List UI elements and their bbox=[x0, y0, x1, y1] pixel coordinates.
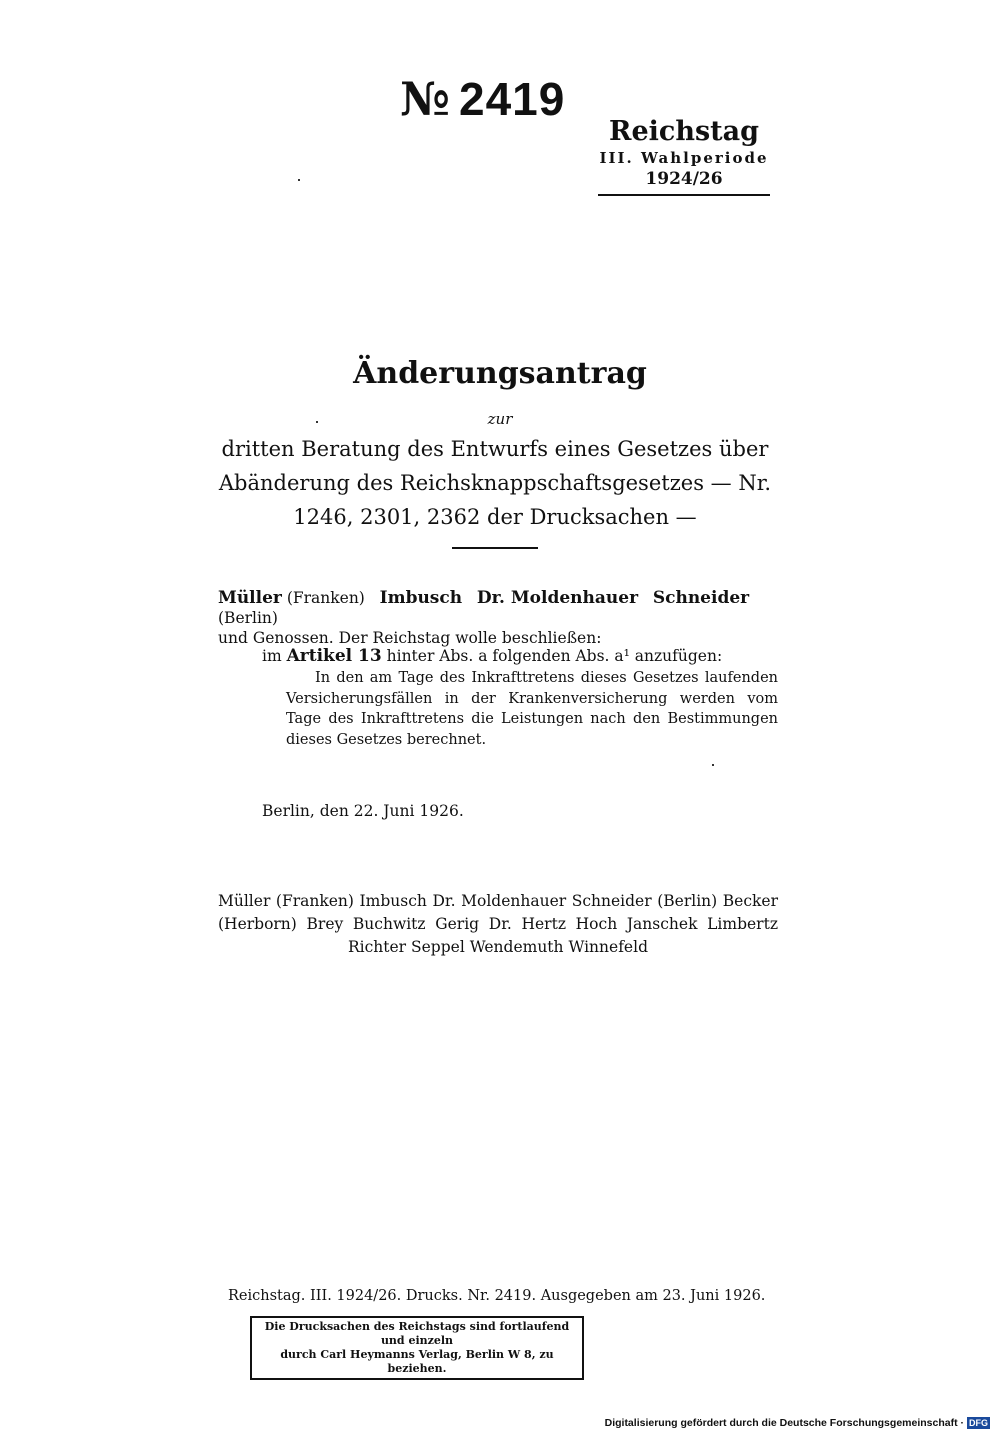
proposer-name: Schneider bbox=[652, 588, 750, 608]
motion-intro bbox=[262, 646, 778, 666]
period-years: 1924/26 bbox=[645, 169, 723, 189]
reichstag-header bbox=[598, 116, 770, 196]
proposers-block bbox=[218, 588, 778, 648]
print-speck bbox=[298, 179, 300, 181]
place-date: Berlin, den 22. Juni 1926. bbox=[262, 802, 464, 820]
dfg-logo: DFG bbox=[969, 1418, 988, 1428]
motion-article: Artikel 13 bbox=[286, 646, 382, 666]
motion-rest: hinter Abs. a folgenden Abs. a¹ anzufügen: bbox=[386, 647, 723, 665]
number-sign: № bbox=[400, 72, 451, 126]
signatures: Müller (Franken) Imbusch Dr. Moldenhauer Schneider (Berlin) Becker (Herborn) Brey Buchwitz Gerig Dr. Hertz Hoch Janschek Limbertz Richter Seppel Wendemuth Winnefeld bbox=[218, 892, 778, 956]
proposer-name: Müller bbox=[218, 588, 282, 608]
title-separator bbox=[452, 547, 538, 549]
publisher-notice bbox=[250, 1316, 584, 1380]
motion-text: In den am Tage des Inkrafttretens dieses Gesetzes laufenden Versicherungsfällen in der Krankenversicherung werden vom Tage des Inkrafttretens die Leistungen nach den Bestimmungen dieses Gesetzes berechnet. bbox=[286, 670, 778, 748]
digitization-credit bbox=[605, 1417, 990, 1429]
publisher-notice-line: Die Drucksachen des Reichstags sind fortlaufend und einzeln bbox=[264, 1320, 570, 1347]
reichstag-title: Reichstag bbox=[609, 116, 759, 147]
document-number-value: 2419 bbox=[459, 73, 566, 125]
title-connector: zur bbox=[487, 410, 513, 428]
motion-prefix: im bbox=[262, 647, 282, 665]
document-subtitle: dritten Beratung des Entwurfs eines Gesetzes über Abänderung des Reichsknappschaftsgesetzes — Nr. 1246, 2301, 2362 der Drucksachen — bbox=[218, 437, 772, 529]
proposer-region: (Franken) bbox=[286, 589, 365, 607]
credit-text: Digitalisierung gefördert durch die Deutsche Forschungsgemeinschaft · bbox=[604, 1417, 964, 1429]
proposer-region: (Berlin) bbox=[218, 609, 278, 627]
proposers-continuation: und Genossen. Der Reichstag wolle beschließen: bbox=[218, 629, 602, 647]
footer-line: Reichstag. III. 1924/26. Drucks. Nr. 2419. Ausgegeben am 23. Juni 1926. bbox=[228, 1288, 766, 1304]
document-title: Änderungsantrag bbox=[353, 356, 647, 391]
document-number bbox=[400, 72, 565, 126]
proposer-name: Dr. Moldenhauer bbox=[476, 588, 639, 608]
proposer-name: Imbusch bbox=[379, 588, 463, 608]
publisher-notice-line: durch Carl Heymanns Verlag, Berlin W 8, zu beziehen. bbox=[280, 1348, 554, 1375]
electoral-period: III. Wahlperiode bbox=[599, 149, 769, 167]
header-rule bbox=[598, 194, 770, 196]
print-speck bbox=[712, 764, 714, 766]
